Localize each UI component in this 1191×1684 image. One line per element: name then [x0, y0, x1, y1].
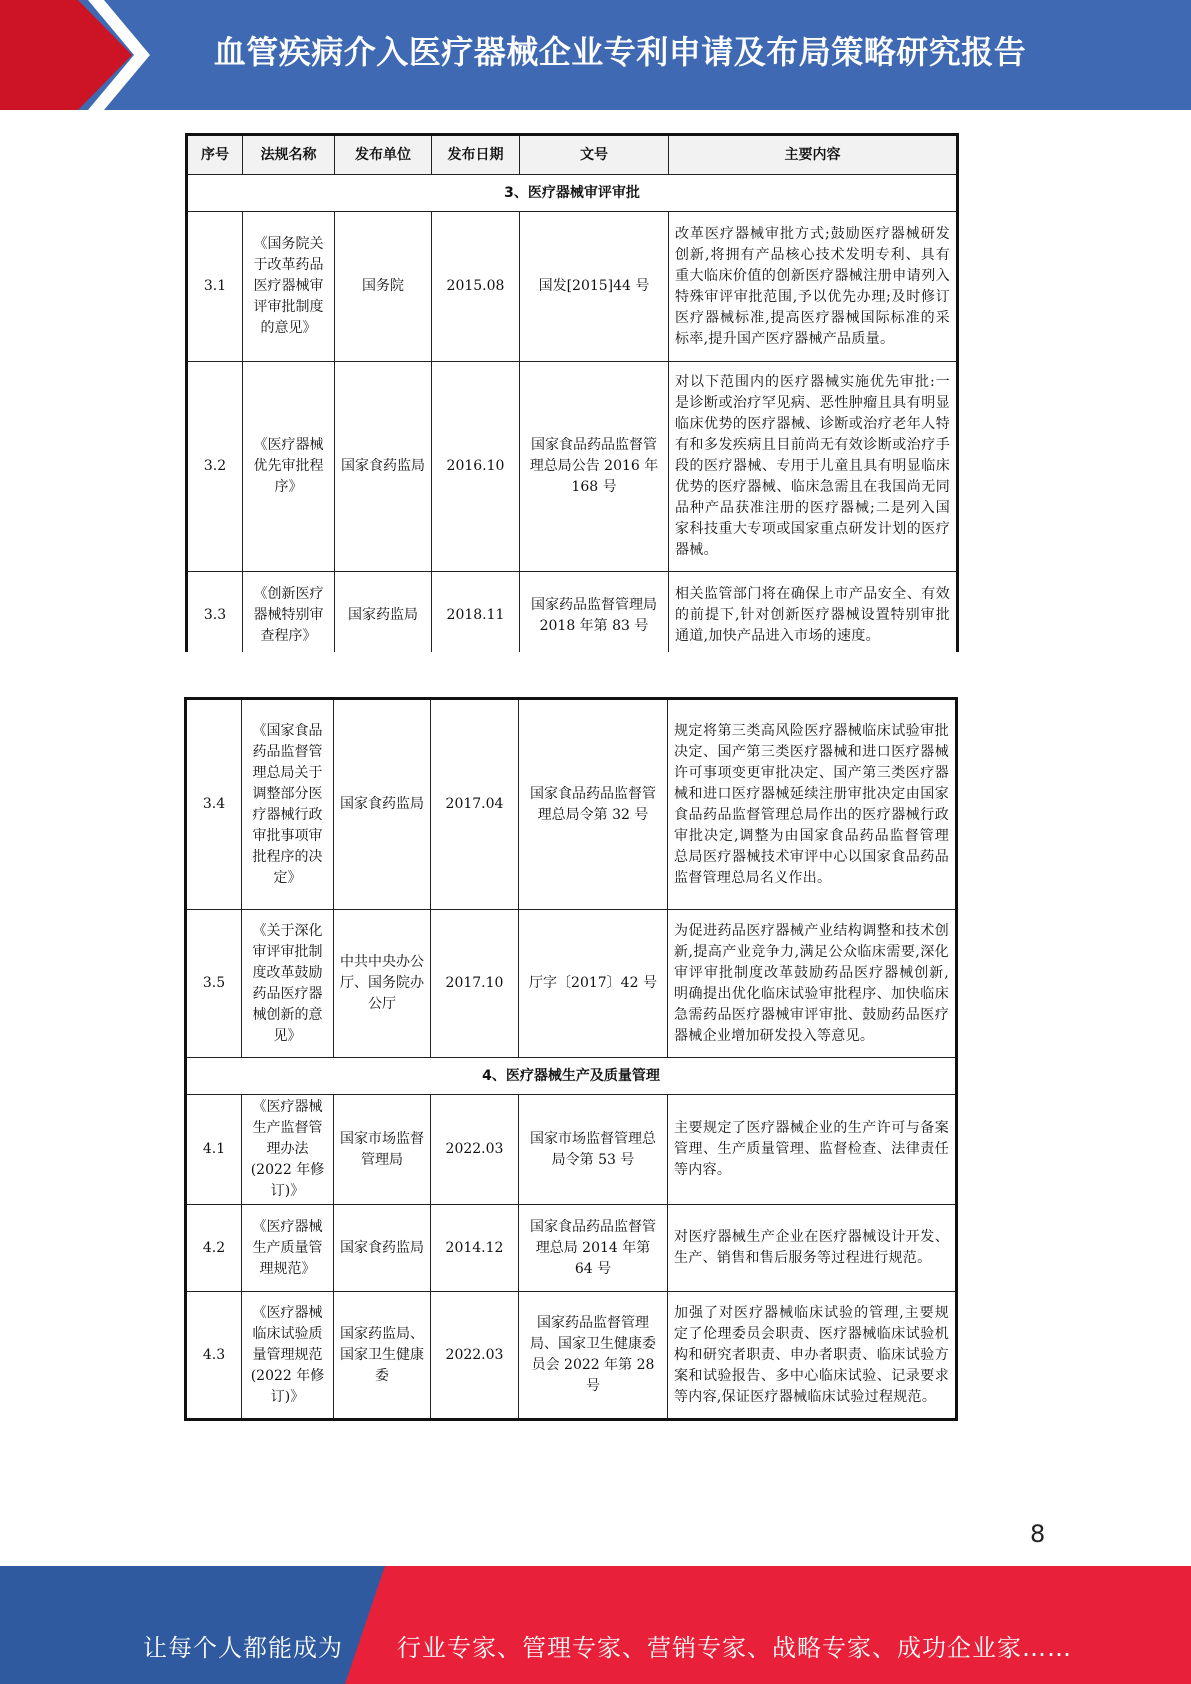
- cell-issuer: 中共中央办公厅、国务院办公厅: [334, 910, 431, 1058]
- table-row: [186, 699, 957, 910]
- footer-slogan-left: 让每个人都能成为: [143, 1634, 343, 1662]
- cell-content: 改革医疗器械审批方式;鼓励医疗器械研发创新,将拥有产品核心技术发明专利、具有重大临床价值的创新医疗器械注册申请列入特殊审评审批范围,予以优先办理;及时修订医疗器械标准,提高医疗器械国际标准的采标率,提升国产医疗器械产品质量。: [669, 212, 958, 362]
- cell-doc: 国家药品监督管理局 2018 年第 83 号: [520, 572, 669, 653]
- cell-date: 2017.10: [431, 910, 519, 1058]
- cell-issuer: 国家市场监督管理局: [334, 1095, 431, 1205]
- cell-issuer: 国务院: [335, 212, 432, 362]
- cell-name: 《医疗器械生产质量管理规范》: [242, 1205, 334, 1292]
- table-row: [186, 1292, 957, 1420]
- cell-content: 对以下范围内的医疗器械实施优先审批:一是诊断或治疗罕见病、恶性肿瘤且具有明显临床优势的医疗器械、诊断或治疗老年人特有和多发疾病且目前尚无有效诊断或治疗手段的医疗器械、专用于儿童且具有明显临床优势的医疗器械、临床急需且在我国尚无同品种产品获准注册的医疗器械;二是列入国家科技重大专项或国家重点研发计划的医疗器械。: [669, 362, 958, 572]
- cell-doc: 国家食品药品监督管理总局 2014 年第 64 号: [519, 1205, 668, 1292]
- cell-issuer: 国家食药监局: [335, 362, 432, 572]
- cell-date: 2014.12: [431, 1205, 519, 1292]
- table-row: [187, 362, 958, 572]
- cell-no: 3.3: [187, 572, 243, 653]
- cell-no: 3.2: [187, 362, 243, 572]
- cell-name: 《医疗器械临床试验质量管理规范(2022 年修订)》: [242, 1292, 334, 1420]
- cell-no: 4.1: [186, 1095, 242, 1205]
- col-header-no: 序号: [187, 135, 243, 175]
- cell-date: 2018.11: [432, 572, 520, 653]
- cell-content: 规定将第三类高风险医疗器械临床试验审批决定、国产第三类医疗器械和进口医疗器械许可事项变更审批决定、国产第三类医疗器械和进口医疗器械延续注册审批决定由国家食品药品监督管理总局作出的医疗器械行政审批决定,调整为由国家食品药品监督管理总局医疗器械技术审评中心以国家食品药品监督管理总局名义作出。: [668, 699, 957, 910]
- cell-name: 《创新医疗器械特别审查程序》: [243, 572, 335, 653]
- col-header-name: 法规名称: [243, 135, 335, 175]
- section-title: 3、医疗器械审评审批: [187, 175, 958, 212]
- col-header-content: 主要内容: [669, 135, 958, 175]
- cell-no: 3.5: [186, 910, 242, 1058]
- cell-content: 对医疗器械生产企业在医疗器械设计开发、生产、销售和售后服务等过程进行规范。: [668, 1205, 957, 1292]
- report-title: 血管疾病介入医疗器械企业专利申请及布局策略研究报告: [213, 33, 1027, 71]
- cell-issuer: 国家药监局: [335, 572, 432, 653]
- table-row: [186, 1095, 957, 1205]
- footer-slogan-right: 行业专家、管理专家、营销专家、战略专家、成功企业家……: [397, 1634, 1072, 1662]
- cell-doc: 国家食品药品监督管理总局公告 2016 年 168 号: [520, 362, 669, 572]
- footer-blue-panel: [0, 1566, 400, 1684]
- cell-date: 2016.10: [432, 362, 520, 572]
- cell-no: 4.3: [186, 1292, 242, 1420]
- cell-content: 相关监管部门将在确保上市产品安全、有效的前提下,针对创新医疗器械设置特别审批通道,加快产品进入市场的速度。: [669, 572, 958, 653]
- table-row: [187, 572, 958, 653]
- page-footer: [0, 1566, 1191, 1684]
- regulation-table-1-wrapper: [185, 133, 962, 652]
- page-number: 8: [1030, 1520, 1046, 1548]
- col-header-date: 发布日期: [432, 135, 520, 175]
- cell-no: 4.2: [186, 1205, 242, 1292]
- section-title: 4、医疗器械生产及质量管理: [186, 1058, 957, 1095]
- table-row: [187, 212, 958, 362]
- page-header: [0, 0, 1191, 110]
- cell-date: 2022.03: [431, 1095, 519, 1205]
- col-header-doc: 文号: [520, 135, 669, 175]
- col-header-issuer: 发布单位: [335, 135, 432, 175]
- cell-doc: 国发[2015]44 号: [520, 212, 669, 362]
- cell-name: 《医疗器械优先审批程序》: [243, 362, 335, 572]
- table-row: [186, 1205, 957, 1292]
- cell-date: 2022.03: [431, 1292, 519, 1420]
- cell-name: 《医疗器械生产监督管理办法(2022 年修订)》: [242, 1095, 334, 1205]
- regulation-table-2: [184, 697, 958, 1421]
- cell-doc: 国家药品监督管理局、国家卫生健康委员会 2022 年第 28 号: [519, 1292, 668, 1420]
- cell-name: 《国务院关于改革药品医疗器械审评审批制度的意见》: [243, 212, 335, 362]
- cell-no: 3.1: [187, 212, 243, 362]
- table-row: [186, 910, 957, 1058]
- cell-content: 加强了对医疗器械临床试验的管理,主要规定了伦理委员会职责、医疗器械临床试验机构和研究者职责、申办者职责、临床试验方案和试验报告、多中心临床试验、记录要求等内容,保证医疗器械临床试验过程规范。: [668, 1292, 957, 1420]
- cell-issuer: 国家食药监局: [334, 699, 431, 910]
- cell-issuer: 国家药监局、国家卫生健康委: [334, 1292, 431, 1420]
- cell-issuer: 国家食药监局: [334, 1205, 431, 1292]
- cell-content: 为促进药品医疗器械产业结构调整和技术创新,提高产业竞争力,满足公众临床需要,深化审评审批制度改革鼓励药品医疗器械创新,明确提出优化临床试验审批程序、加快临床急需药品医疗器械审评审批、鼓励药品医疗器械企业增加研发投入等意见。: [668, 910, 957, 1058]
- cell-date: 2017.04: [431, 699, 519, 910]
- cell-no: 3.4: [186, 699, 242, 910]
- section-row: [187, 175, 958, 212]
- header-chevron-decoration: [0, 0, 150, 110]
- section-row: [186, 1058, 957, 1095]
- cell-name: 《关于深化审评审批制度改革鼓励药品医疗器械创新的意见》: [242, 910, 334, 1058]
- cell-doc: 国家市场监督管理总局令第 53 号: [519, 1095, 668, 1205]
- regulation-table-1: [185, 133, 959, 652]
- cell-content: 主要规定了医疗器械企业的生产许可与备案管理、生产质量管理、监督检查、法律责任等内容。: [668, 1095, 957, 1205]
- cell-date: 2015.08: [432, 212, 520, 362]
- cell-doc: 厅字〔2017〕42 号: [519, 910, 668, 1058]
- cell-doc: 国家食品药品监督管理总局令第 32 号: [519, 699, 668, 910]
- table-header-row: [187, 135, 958, 175]
- cell-name: 《国家食品药品监督管理总局关于调整部分医疗器械行政审批事项审批程序的决定》: [242, 699, 334, 910]
